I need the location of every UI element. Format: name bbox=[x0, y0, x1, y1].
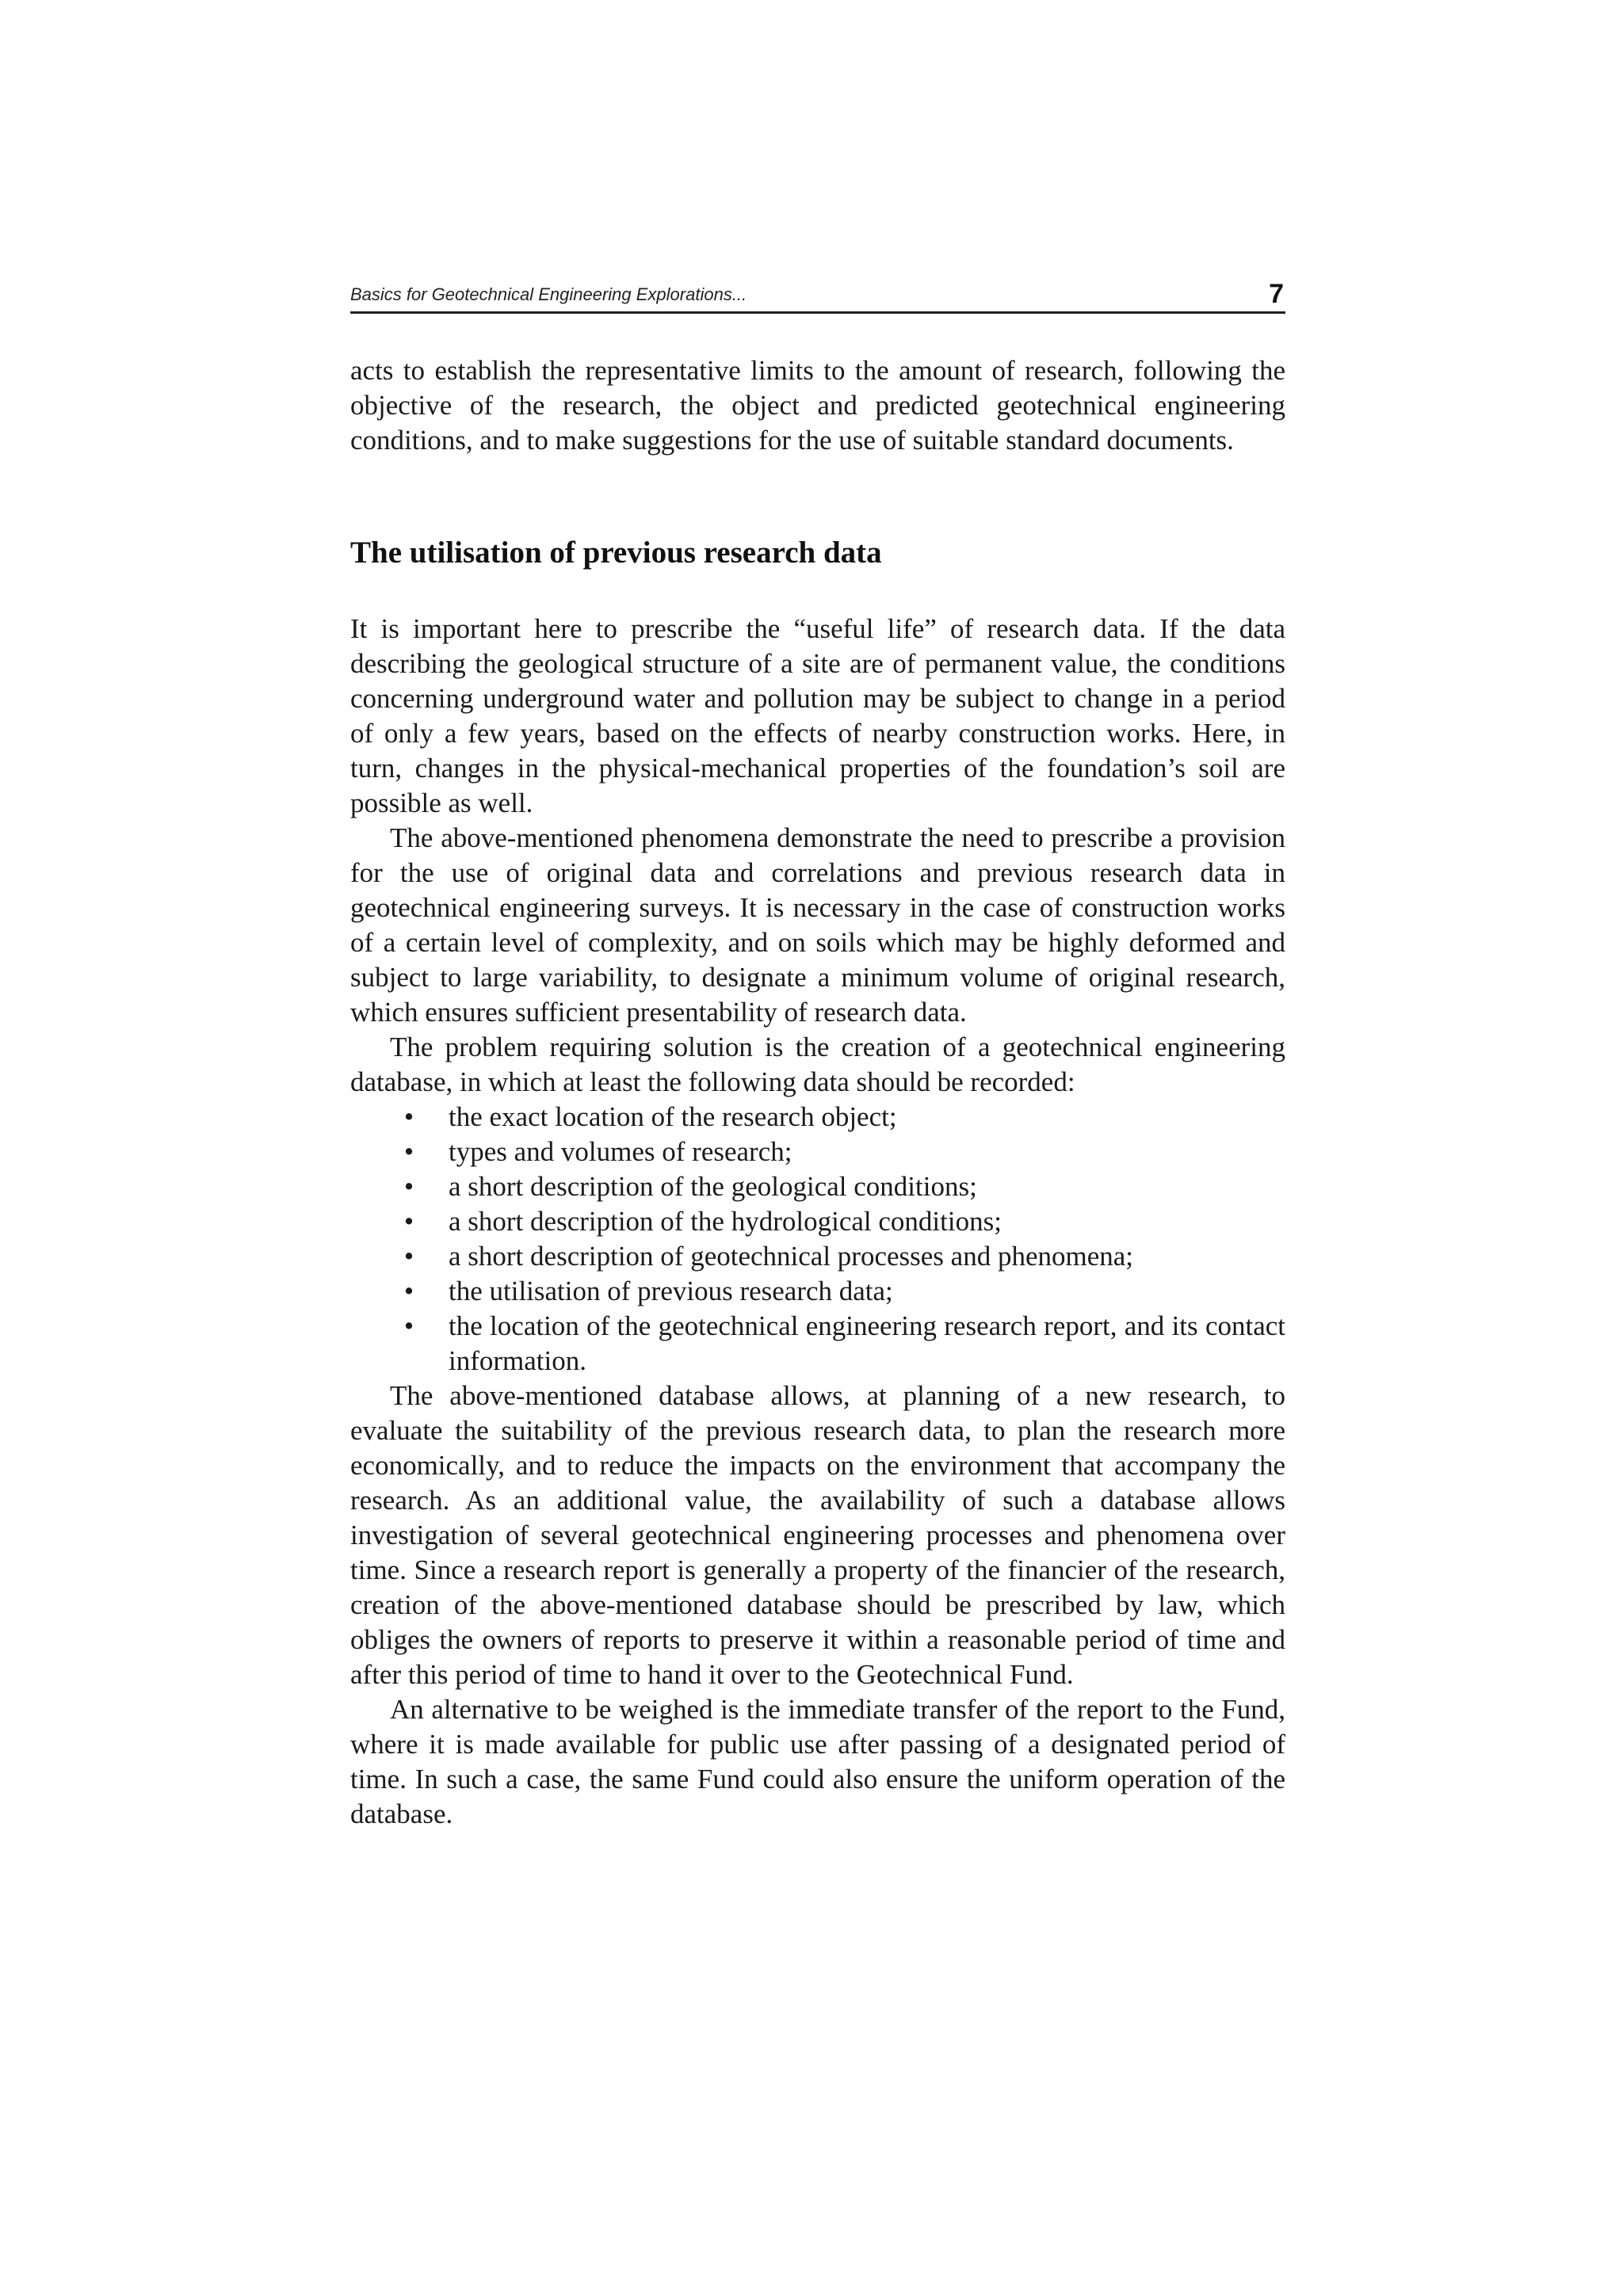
page-number: 7 bbox=[1269, 279, 1284, 309]
list-item bbox=[403, 1239, 1285, 1274]
list-item bbox=[403, 1169, 1285, 1204]
list-item-text: a short description of the geological conditions; bbox=[449, 1171, 977, 1202]
list-item bbox=[403, 1204, 1285, 1239]
bullet-icon: • bbox=[403, 1241, 414, 1272]
bullet-icon: • bbox=[403, 1276, 414, 1306]
list-item-text: the exact location of the research object; bbox=[449, 1101, 897, 1132]
paragraph-alternative: An alternative to be weighed is the immediate transfer of the report to the Fund, where it is made available for public use after passing of a designated period of time. In such a case, the same Fund could also ensure the uniform operation of the database. bbox=[350, 1694, 1285, 1829]
list-item bbox=[403, 1100, 1285, 1135]
bullet-icon: • bbox=[403, 1171, 414, 1202]
paragraph-phenomena: The above-mentioned phenomena demonstrate the need to prescribe a provision for the use of original data and correlations and previous research data in geotechnical engineering surveys. It is necessary in the case of construction works of a certain level of complexity, and on soils which may be highly deformed and subject to large variability, to designate a minimum volume of original research, which ensures sufficient presentability of research data. bbox=[350, 822, 1285, 1028]
list-item-text: the utilisation of previous research data; bbox=[449, 1276, 893, 1306]
bullet-icon: • bbox=[403, 1206, 414, 1237]
bullet-icon: • bbox=[403, 1136, 414, 1167]
list-item-text: a short description of the hydrological conditions; bbox=[449, 1206, 1002, 1237]
running-header bbox=[350, 273, 1285, 314]
paragraph-database-problem: The problem requiring solution is the creation of a geotechnical engineering database, in which at least the following data should be recorded: bbox=[350, 1032, 1285, 1097]
list-item bbox=[403, 1274, 1285, 1309]
bullet-icon: • bbox=[403, 1101, 414, 1132]
list-item bbox=[403, 1135, 1285, 1169]
paragraph-useful-life: It is important here to prescribe the “useful life” of research data. If the data describing the geological structure of a site are of permanent value, the conditions concerning underground water and pollution may be subject to change in a period of only a few years, based on the effects of nearby construction works. Here, in turn, changes in the physical-mechanical properties of the foundation’s soil are possible as well. bbox=[350, 613, 1285, 818]
bullet-icon: • bbox=[403, 1310, 414, 1341]
page-body bbox=[350, 353, 1285, 1832]
list-item-text: the location of the geotechnical engineering research report, and its contact information. bbox=[449, 1310, 1285, 1376]
section-title: The utilisation of previous research data bbox=[350, 536, 882, 570]
list-item-text: types and volumes of research; bbox=[449, 1136, 792, 1167]
list-item-text: a short description of geotechnical processes and phenomena; bbox=[449, 1241, 1134, 1272]
intro-paragraph: acts to establish the representative limits to the amount of research, following the objective of the research, the object and predicted geotechnical engineering conditions, and to make suggestions for the use of suitable standard documents. bbox=[350, 355, 1285, 456]
running-title: Basics for Geotechnical Engineering Explorations... bbox=[350, 284, 747, 304]
database-fields-list bbox=[350, 1100, 1285, 1379]
paragraph-database-benefits: The above-mentioned database allows, at planning of a new research, to evaluate the suitability of the previous research data, to plan the research more economically, and to reduce the impacts on the environment that accompany the research. As an additional value, the availability of such a database allows investigation of several geotechnical engineering processes and phenomena over time. Since a research report is generally a property of the financier of the research, creation of the above-mentioned database should be prescribed by law, which obliges the owners of reports to preserve it within a reasonable period of time and after this period of time to hand it over to the Geotechnical Fund. bbox=[350, 1380, 1285, 1690]
book-page bbox=[350, 273, 1285, 1832]
list-item bbox=[403, 1309, 1285, 1379]
